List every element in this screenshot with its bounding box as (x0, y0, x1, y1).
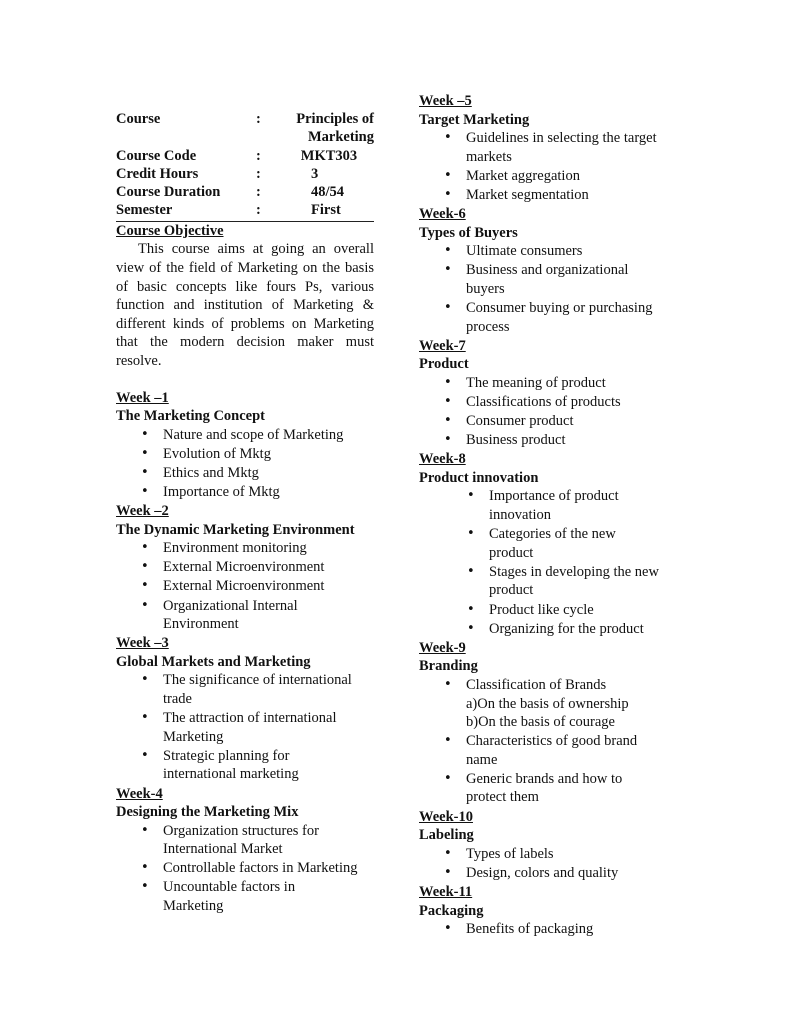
list-item: • The significance of international trade (116, 671, 374, 708)
list-item: • Design, colors and quality (419, 864, 681, 883)
week-11-heading: Week-11 (419, 883, 473, 900)
list-item: • Classifications of products (419, 393, 681, 412)
course-label: Course (116, 111, 161, 127)
list-item: • Generic brands and how to protect them (419, 770, 681, 807)
week-6-list (419, 242, 681, 336)
list-item: • Consumer buying or purchasing process (419, 299, 681, 336)
week-4-title: Designing the Marketing Mix (116, 804, 299, 821)
week-11-section (419, 883, 681, 939)
week-7-title: Product (419, 356, 469, 373)
list-item: • Ultimate consumers (419, 242, 681, 261)
week-9-section (419, 639, 681, 807)
left-column (116, 110, 374, 916)
course-value: Principles of Marketing (296, 111, 374, 146)
list-item-text: • Classification of Brands (466, 676, 607, 693)
week-2-title: The Dynamic Marketing Environment (116, 521, 355, 538)
week-3-title: Global Markets and Marketing (116, 653, 311, 670)
list-item: • Business and organizational buyers (419, 261, 681, 298)
list-item: • The attraction of international Marketing (116, 709, 374, 746)
list-item (419, 676, 681, 732)
course-duration-colon: : (256, 184, 261, 201)
course-row (116, 110, 374, 147)
course-code-row (116, 147, 374, 165)
week-5-list (419, 129, 681, 204)
week-1-section (116, 389, 374, 502)
semester-colon: : (256, 201, 284, 221)
week-10-title: Labeling (419, 827, 474, 844)
credit-hours-value: 3 (311, 165, 319, 182)
week-1-heading: Week –1 (116, 389, 169, 406)
week-2-list (116, 539, 374, 633)
list-item: • Organizational Internal Environment (116, 597, 374, 634)
list-item: • Importance of Mktg (116, 483, 374, 502)
course-info-table (116, 110, 374, 222)
sub-item: a)On the basis of ownership (466, 695, 629, 712)
week-2-heading: Week –2 (116, 503, 169, 520)
week-9-title: Branding (419, 658, 478, 675)
week-4-list (116, 822, 374, 916)
week-5-heading: Week –5 (419, 93, 472, 109)
list-item: • Consumer product (419, 412, 681, 431)
week-3-heading: Week –3 (116, 635, 169, 652)
list-item: • Environment monitoring (116, 539, 374, 558)
course-colon: : (256, 111, 261, 127)
week-8-heading: Week-8 (419, 451, 466, 468)
list-item: • Types of labels (419, 845, 681, 864)
list-item: • Nature and scope of Marketing (116, 426, 374, 445)
list-item: • Characteristics of good brand name (419, 732, 681, 769)
credit-hours-colon: : (256, 165, 261, 182)
list-item: • Controllable factors in Marketing (116, 859, 374, 878)
list-item: • Guidelines in selecting the target markets (419, 129, 681, 166)
week-1-title: The Marketing Concept (116, 408, 266, 425)
list-item: • Ethics and Mktg (116, 464, 374, 483)
course-code-label: Course Code (116, 147, 197, 164)
week-4-heading: Week-4 (116, 785, 163, 802)
course-duration-label: Course Duration (116, 184, 221, 201)
list-item: • Evolution of Mktg (116, 445, 374, 464)
semester-value: First (284, 201, 374, 221)
week-10-heading: Week-10 (419, 808, 473, 825)
course-objective-heading: Course Objective (116, 222, 224, 239)
week-6-section (419, 205, 681, 336)
right-column (419, 92, 681, 939)
list-item: • Importance of product innovation (419, 487, 681, 524)
week-10-list (419, 845, 681, 883)
week-9-heading: Week-9 (419, 639, 466, 656)
list-item: • Uncountable factors in Marketing (116, 878, 374, 915)
list-item: • Organization structures for International Market (116, 822, 374, 859)
course-code-value: MKT303 (300, 147, 358, 164)
spacer (116, 371, 374, 389)
course-duration-row (116, 183, 374, 201)
credit-hours-label: Credit Hours (116, 165, 199, 182)
list-item: • Benefits of packaging (419, 920, 681, 939)
week-9-list (419, 676, 681, 807)
week-2-section (116, 502, 374, 634)
week-10-section (419, 808, 681, 883)
list-item: • Market aggregation (419, 167, 681, 186)
list-item: • Stages in developing the new product (419, 563, 681, 600)
list-item: • Product like cycle (419, 601, 681, 620)
week-8-section (419, 450, 681, 638)
week-5-title: Target Marketing (419, 111, 530, 128)
week-11-list (419, 920, 681, 939)
week-8-list (419, 487, 681, 638)
week-4-section (116, 785, 374, 916)
week-6-heading: Week-6 (419, 206, 466, 223)
week-5-section (419, 92, 681, 205)
list-item: • Organizing for the product (419, 620, 681, 639)
credit-hours-row (116, 165, 374, 183)
list-item: • External Microenvironment (116, 577, 374, 596)
semester-label: Semester (116, 201, 256, 221)
week-8-title: Product innovation (419, 469, 539, 486)
semester-row (116, 201, 374, 221)
course-objective-text (116, 240, 374, 370)
list-item: • External Microenvironment (116, 558, 374, 577)
list-item: • Business product (419, 431, 681, 450)
course-duration-value: 48/54 (311, 184, 345, 201)
week-7-list (419, 374, 681, 450)
week-7-section (419, 337, 681, 450)
course-objective-body: This course aims at going an overall view of the field of Marketing on the basis of basic concepts like fours Ps, various function and institution of Marketing & different kinds of problems on Marketing that the modern decision maker must resolve. (116, 241, 374, 369)
list-item: • The meaning of product (419, 374, 681, 393)
list-item: • Market segmentation (419, 186, 681, 205)
week-7-heading: Week-7 (419, 337, 466, 354)
week-6-title: Types of Buyers (419, 224, 518, 241)
week-3-section (116, 634, 374, 784)
list-item: • Categories of the new product (419, 525, 681, 562)
course-code-colon: : (256, 147, 261, 164)
week-11-title: Packaging (419, 902, 484, 919)
week-1-list (116, 426, 374, 502)
sub-item: b)On the basis of courage (466, 714, 615, 731)
week-3-list (116, 671, 374, 784)
list-item: • Strategic planning for international marketing (116, 747, 374, 784)
